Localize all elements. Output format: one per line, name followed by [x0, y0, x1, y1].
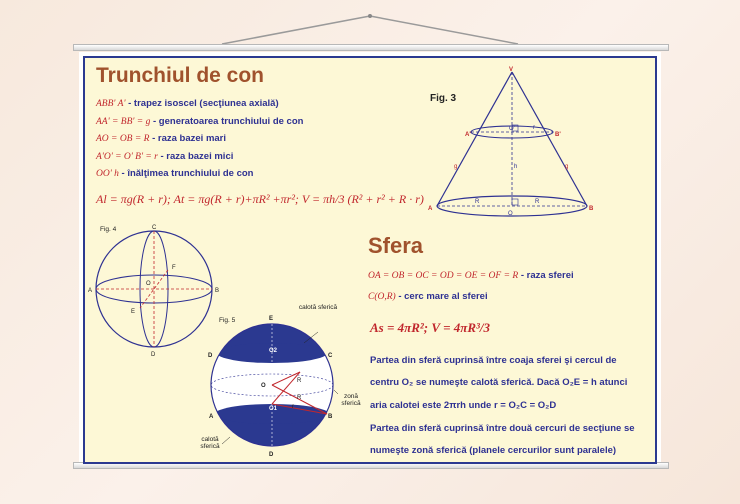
cone-def-5-text: - înălţimea trunchiului de con — [121, 168, 254, 179]
fig5-pt-O: O — [261, 383, 266, 389]
fig4-pt-D: D — [151, 352, 156, 358]
fig4-pt-F: F — [172, 265, 176, 271]
fig4-label: Fig. 4 — [100, 226, 117, 233]
fig3-pt-R-right: R — [535, 199, 540, 205]
sphere-line-1 — [368, 270, 574, 281]
cone-def-4-text: - raza bazei mici — [160, 151, 234, 162]
fig3-pt-A: A — [428, 206, 433, 212]
sphere-title: Sfera — [368, 233, 424, 258]
fig5-pt-A: A — [209, 414, 214, 420]
fig3-pt-A1: A' — [465, 132, 471, 138]
cone-title: Trunchiul de con — [96, 64, 265, 87]
fig5-pt-D: D — [269, 452, 274, 458]
sphere-formula: As = 4πR²; V = 4πR³/3 — [370, 320, 491, 335]
fig3-pt-O1: O' — [509, 126, 515, 132]
cone-def-1-text: - trapez isoscel (secţiunea axială) — [128, 98, 279, 109]
para1-line-1: Partea din sferă cuprinsă între coaja sferei şi cercul de — [370, 355, 617, 366]
cone-formula: Al = πg(R + r); At = πg(R + r)+πR² +πr²; V = πh/3 (R² + r² + R · r) — [96, 192, 424, 206]
fig3-pt-r: r — [533, 125, 535, 131]
fig5-pt-r: r — [292, 404, 294, 410]
fig5-pt-R-lower: R — [297, 395, 302, 401]
sphere-line-1-text: - raza sferei — [520, 270, 574, 281]
para1-line-2: centru O₂ se numeşte calotă sferică. Dacă O₂E = h atunci — [370, 377, 628, 388]
fig5-pt-D1: D — [208, 353, 213, 359]
callout-zone: zonă sferică — [341, 393, 361, 407]
cone-def-4 — [96, 151, 233, 162]
para2-line-2: numeşte zonă sferică (planele cercurilor sunt paralele) — [370, 445, 617, 456]
fig4-pt-B: B — [215, 288, 220, 294]
sphere-line-2 — [368, 291, 488, 302]
callout-top-cap: calotă sferică — [298, 304, 338, 311]
callout-bottom-cap: calotă sferică — [200, 436, 220, 450]
cone-def-2-math: AA' = BB' = g — [96, 117, 151, 127]
fig5-pt-C: C — [328, 353, 333, 359]
hanger-wire — [0, 0, 740, 50]
cone-def-3 — [96, 133, 226, 144]
fig5-pt-E: E — [269, 316, 274, 322]
fig3-pt-B1: B' — [555, 132, 561, 138]
fig3-pt-g-right: g — [565, 164, 569, 170]
fig5-label: Fig. 5 — [219, 317, 236, 324]
cone-def-3-text: - raza bazei mari — [152, 133, 227, 144]
cone-def-5-math: OO' h — [96, 169, 119, 179]
cone-def-4-math: A'O' = O' B' = r — [96, 152, 158, 162]
cone-def-2 — [96, 116, 303, 127]
para2-line-1: Partea din sferă cuprinsă între două cercuri de secţiune se — [370, 423, 635, 434]
fig4-pt-A: A — [88, 288, 93, 294]
fig3-pt-V: V — [509, 67, 514, 73]
fig5-pt-R-upper: R — [297, 378, 302, 384]
cone-def-3-math: AO = OB = R — [96, 134, 150, 144]
fig3-pt-O: O — [508, 211, 513, 217]
fig3-pt-B: B — [589, 206, 594, 212]
top-rod — [73, 44, 669, 51]
cone-def-2-text: - generatoarea trunchiului de con — [153, 116, 304, 127]
fig3-truncated-cone — [425, 64, 600, 220]
fig5-pt-O1: O1 — [269, 406, 278, 412]
cone-def-1 — [96, 98, 279, 109]
cone-def-5 — [96, 168, 254, 179]
para1-line-3: aria calotei este 2πrh unde r = O₂C = O₂D — [370, 400, 557, 411]
fig4-pt-C: C — [152, 225, 157, 231]
cone-def-1-math: ABB' A' — [96, 99, 126, 109]
fig5-pt-B: B — [328, 414, 333, 420]
sphere-line-2-text: - cerc mare al sferei — [398, 291, 488, 302]
fig3-pt-g-left: g — [454, 164, 458, 170]
fig3-pt-R-left: R — [475, 199, 480, 205]
fig5-pt-O2: O2 — [269, 348, 278, 354]
fig3-pt-h: h — [514, 164, 518, 170]
sphere-line-2-math: C(O,R) — [368, 292, 396, 302]
sphere-line-1-math: OA = OB = OC = OD = OE = OF = R — [368, 271, 519, 281]
fig3-label: Fig. 3 — [430, 93, 457, 104]
fig4-pt-E: E — [131, 309, 136, 315]
fig4-pt-O: O — [146, 281, 151, 287]
